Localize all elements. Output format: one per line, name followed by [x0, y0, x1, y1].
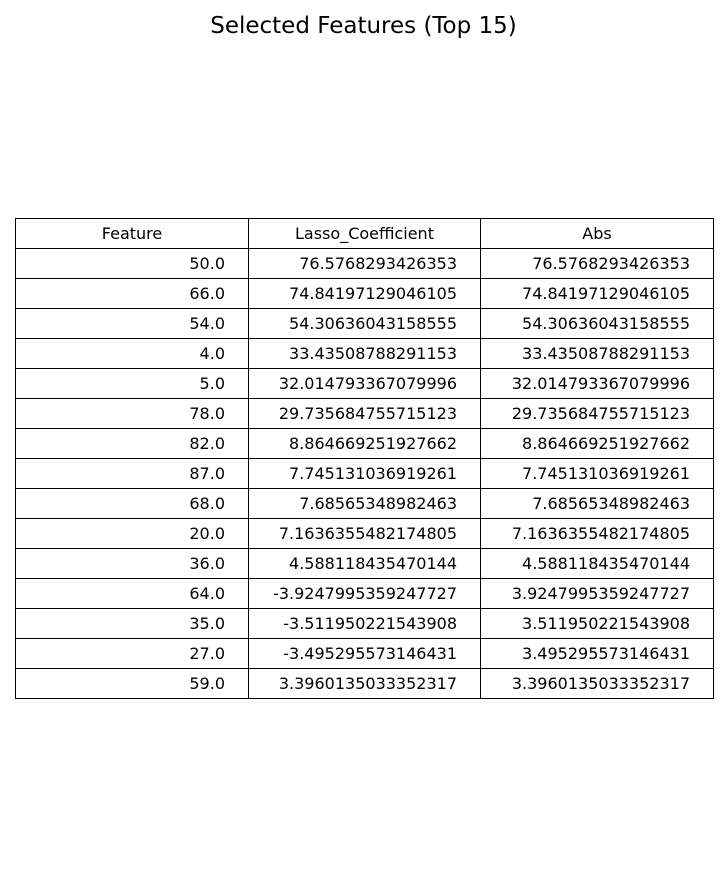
cell-lasso-coefficient: -3.511950221543908 — [249, 609, 481, 639]
cell-lasso-coefficient: 7.745131036919261 — [249, 459, 481, 489]
cell-feature: 87.0 — [16, 459, 249, 489]
cell-feature: 82.0 — [16, 429, 249, 459]
cell-lasso-coefficient: 32.014793367079996 — [249, 369, 481, 399]
cell-feature: 66.0 — [16, 279, 249, 309]
cell-abs: 8.864669251927662 — [481, 429, 714, 459]
cell-lasso-coefficient: 76.5768293426353 — [249, 249, 481, 279]
table-row — [16, 549, 714, 579]
column-header-lasso-coefficient: Lasso_Coefficient — [249, 219, 481, 249]
cell-feature: 78.0 — [16, 399, 249, 429]
column-header-feature: Feature — [16, 219, 249, 249]
table-row — [16, 429, 714, 459]
cell-feature: 4.0 — [16, 339, 249, 369]
cell-lasso-coefficient: 7.68565348982463 — [249, 489, 481, 519]
column-header-abs: Abs — [481, 219, 714, 249]
cell-abs: 29.735684755715123 — [481, 399, 714, 429]
cell-feature: 36.0 — [16, 549, 249, 579]
cell-lasso-coefficient: -3.495295573146431 — [249, 639, 481, 669]
cell-feature: 50.0 — [16, 249, 249, 279]
cell-feature: 68.0 — [16, 489, 249, 519]
cell-abs: 54.30636043158555 — [481, 309, 714, 339]
cell-feature: 59.0 — [16, 669, 249, 699]
cell-abs: 76.5768293426353 — [481, 249, 714, 279]
cell-lasso-coefficient: 8.864669251927662 — [249, 429, 481, 459]
table-row — [16, 609, 714, 639]
table-row — [16, 639, 714, 669]
cell-lasso-coefficient: -3.9247995359247727 — [249, 579, 481, 609]
cell-feature: 20.0 — [16, 519, 249, 549]
table-row — [16, 369, 714, 399]
cell-lasso-coefficient: 7.1636355482174805 — [249, 519, 481, 549]
chart-title: Selected Features (Top 15) — [210, 13, 517, 39]
table-row — [16, 249, 714, 279]
cell-abs: 3.3960135033352317 — [481, 669, 714, 699]
cell-feature: 27.0 — [16, 639, 249, 669]
cell-abs: 4.588118435470144 — [481, 549, 714, 579]
table-row — [16, 339, 714, 369]
table-body — [16, 249, 714, 699]
cell-abs: 3.511950221543908 — [481, 609, 714, 639]
table-row — [16, 579, 714, 609]
cell-abs: 74.84197129046105 — [481, 279, 714, 309]
cell-feature: 54.0 — [16, 309, 249, 339]
cell-lasso-coefficient: 33.43508788291153 — [249, 339, 481, 369]
table-row — [16, 489, 714, 519]
cell-abs: 3.495295573146431 — [481, 639, 714, 669]
cell-lasso-coefficient: 54.30636043158555 — [249, 309, 481, 339]
table-header-row — [16, 219, 714, 249]
table-row — [16, 669, 714, 699]
cell-abs: 3.9247995359247727 — [481, 579, 714, 609]
table-row — [16, 459, 714, 489]
table-row — [16, 519, 714, 549]
cell-feature: 5.0 — [16, 369, 249, 399]
cell-lasso-coefficient: 29.735684755715123 — [249, 399, 481, 429]
cell-abs: 33.43508788291153 — [481, 339, 714, 369]
table-row — [16, 399, 714, 429]
cell-lasso-coefficient: 3.3960135033352317 — [249, 669, 481, 699]
table-row — [16, 279, 714, 309]
cell-feature: 35.0 — [16, 609, 249, 639]
cell-lasso-coefficient: 4.588118435470144 — [249, 549, 481, 579]
features-table — [15, 218, 714, 699]
cell-abs: 7.745131036919261 — [481, 459, 714, 489]
cell-abs: 7.1636355482174805 — [481, 519, 714, 549]
cell-lasso-coefficient: 74.84197129046105 — [249, 279, 481, 309]
cell-abs: 32.014793367079996 — [481, 369, 714, 399]
table-row — [16, 309, 714, 339]
cell-feature: 64.0 — [16, 579, 249, 609]
cell-abs: 7.68565348982463 — [481, 489, 714, 519]
